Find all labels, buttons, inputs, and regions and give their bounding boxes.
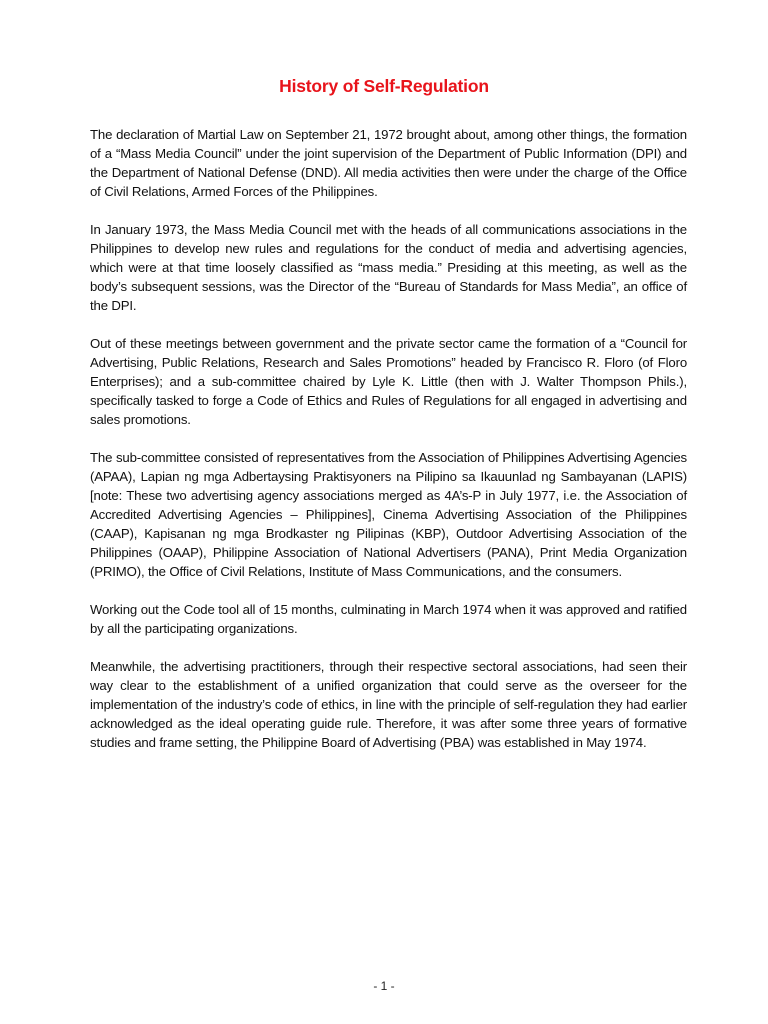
document-body — [90, 125, 687, 771]
page-title: History of Self-Regulation — [279, 76, 489, 96]
paragraph-code-ratification: Working out the Code tool all of 15 months, culminating in March 1974 when it was approved and ratified by all the participating organizations. — [90, 602, 687, 636]
paragraph-pba-establishment: Meanwhile, the advertising practitioners, through their respective sectoral associations, had seen their way clear to the establishment of a unified organization that could serve as the overseer for the implementation of the industry’s code of ethics, in line with the principle of self-regulation they had earlier acknowledged as the ideal operating guide rule. Therefore, it was after some three years of formative studies and frame setting, the Philippine Board of Advertising (PBA) was established in May 1974. — [90, 659, 687, 750]
page-number: - 1 - — [373, 979, 395, 993]
paragraph-council-formation: Out of these meetings between government and the private sector came the formation of a “Council for Advertising, Public Relations, Research and Sales Promotions” headed by Francisco R. Floro (of Floro Enterprises); and a sub-committee chaired by Lyle K. Little (then with J. Walter Thompson Phils.), specifically tasked to forge a Code of Ethics and Rules of Regulations for all engaged in advertising and sales promotions. — [90, 336, 687, 427]
paragraph-mass-media-council: In January 1973, the Mass Media Council met with the heads of all communications associations in the Philippines to develop new rules and regulations for the conduct of media and advertising agencies, which were at that time loosely classified as “mass media.” Presiding at this meeting, as well as the body’s subsequent sessions, was the Director of the “Bureau of Standards for Mass Media”, an office of the DPI. — [90, 222, 687, 313]
paragraph-sub-committee: The sub-committee consisted of representatives from the Association of Philippines Advertising Agencies (APAA), Lapian ng mga Adbertaysing Praktisyoners na Pilipino sa Ikauunlad ng Sambayanan (LAPIS) [note: These two advertising agency associations merged as 4A’s-P in July 1977, i.e. the Association of Accredited Advertising Agencies – Philippines], Cinema Advertising Association of the Philippines (CAAP), Kapisanan ng mga Brodkaster ng Pilipinas (KBP), Outdoor Advertising Association of the Philippines (OAAP), Philippine Association of National Advertisers (PANA), Print Media Organization (PRIMO), the Office of Civil Relations, Institute of Mass Communications, and the consumers. — [90, 450, 687, 579]
paragraph-martial-law: The declaration of Martial Law on September 21, 1972 brought about, among other things, the formation of a “Mass Media Council” under the joint supervision of the Department of Public Information (DPI) and the Department of National Defense (DND). All media activities then were under the charge of the Office of Civil Relations, Armed Forces of the Philippines. — [90, 127, 687, 199]
